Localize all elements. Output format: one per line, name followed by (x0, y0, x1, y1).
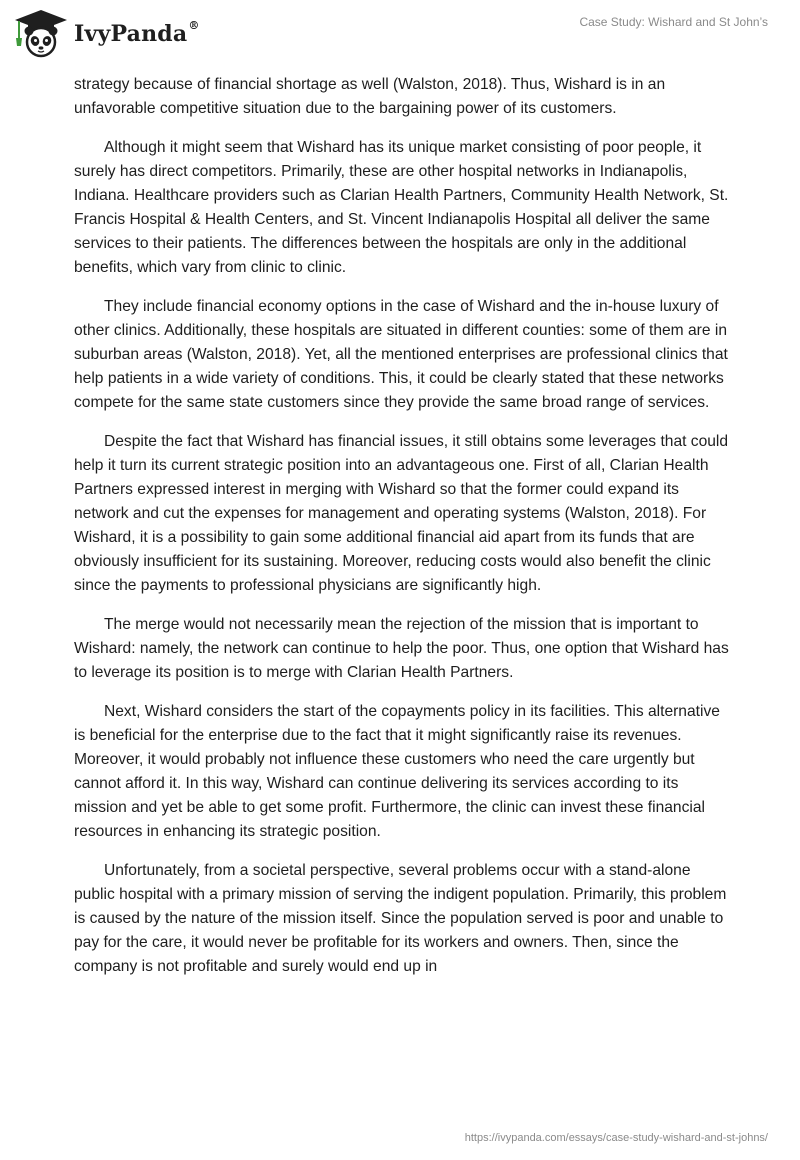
paragraph: Next, Wishard considers the start of the copayments policy in its facilities. This alternative is beneficial for the enterprise due to the fact that it might significantly raise its revenues. Moreover, it would probably not influence these customers who need the care urgently but cannot afford it. In this way, Wishard can continue delivering its services according to its mission and yet be able to get some profit. Furthermore, the clinic can invest these financial resources in enhancing its strategic position. (74, 703, 720, 840)
paragraph: Although it might seem that Wishard has its unique market consisting of poor people, it surely has direct competitors. Primarily, these are other hospital networks in Indianapolis, Indiana. Healthcare providers such as Clarian Health Partners, Community Health Network, St. Francis Hospital & Health Centers, and St. Vincent Indianapolis Hospital all deliver the same services to their patients. The differences between the hospitals are only in the additional benefits, which vary from clinic to clinic. (74, 139, 729, 276)
essay-body (74, 73, 730, 994)
panda-graduate-icon (12, 8, 70, 58)
paragraph-continuation: strategy because of financial shortage as well (Walston, 2018). Thus, Wishard is in an unfavorable competitive situation due to the bargaining power of its customers. (74, 76, 666, 117)
brand-name (74, 18, 200, 47)
paragraph: They include financial economy options in the case of Wishard and the in-house luxury of other clinics. Additionally, these hospitals are situated in different counties: some of them are in suburban areas (Walston, 2018). Yet, all the mentioned enterprises are professional clinics that help patients in a wide variety of conditions. This, it could be clearly stated that these networks compete for the same state customers since they provide the same broad range of services. (74, 298, 728, 411)
paragraph: The merge would not necessarily mean the rejection of the mission that is important to Wishard: namely, the network can continue to help the poor. Thus, one option that Wishard has to leverage its position is to merge with Clarian Health Partners. (74, 616, 729, 681)
registered-mark: ® (188, 18, 200, 32)
source-url[interactable]: https://ivypanda.com/essays/case-study-wishard-and-st-johns/ (464, 1132, 768, 1144)
brand-name-text: IvyPanda (74, 21, 188, 47)
document-title: Case Study: Wishard and St John’s (579, 15, 768, 29)
paragraph: Unfortunately, from a societal perspective, several problems occur with a stand-alone public hospital with a primary mission of serving the indigent population. Primarily, this problem is caused by the nature of the mission itself. Since the population served is poor and unable to pay for the care, it would never be profitable for its workers and owners. Then, since the company is not profitable and surely would end up in (74, 862, 727, 975)
brand-logo[interactable] (12, 8, 200, 58)
page-header (0, 0, 800, 70)
paragraph: Despite the fact that Wishard has financial issues, it still obtains some leverages that could help it turn its current strategic position into an advantageous one. First of all, Clarian Health Partners expressed interest in merging with Wishard so that the former could expand its network and cut the expenses for management and operating systems (Walston, 2018). For Wishard, it is a possibility to gain some additional financial aid apart from its funds that are obviously insufficient for its sustaining. Moreover, reducing costs would also benefit the clinic since the payments to professional physicians are significantly high. (74, 433, 729, 594)
